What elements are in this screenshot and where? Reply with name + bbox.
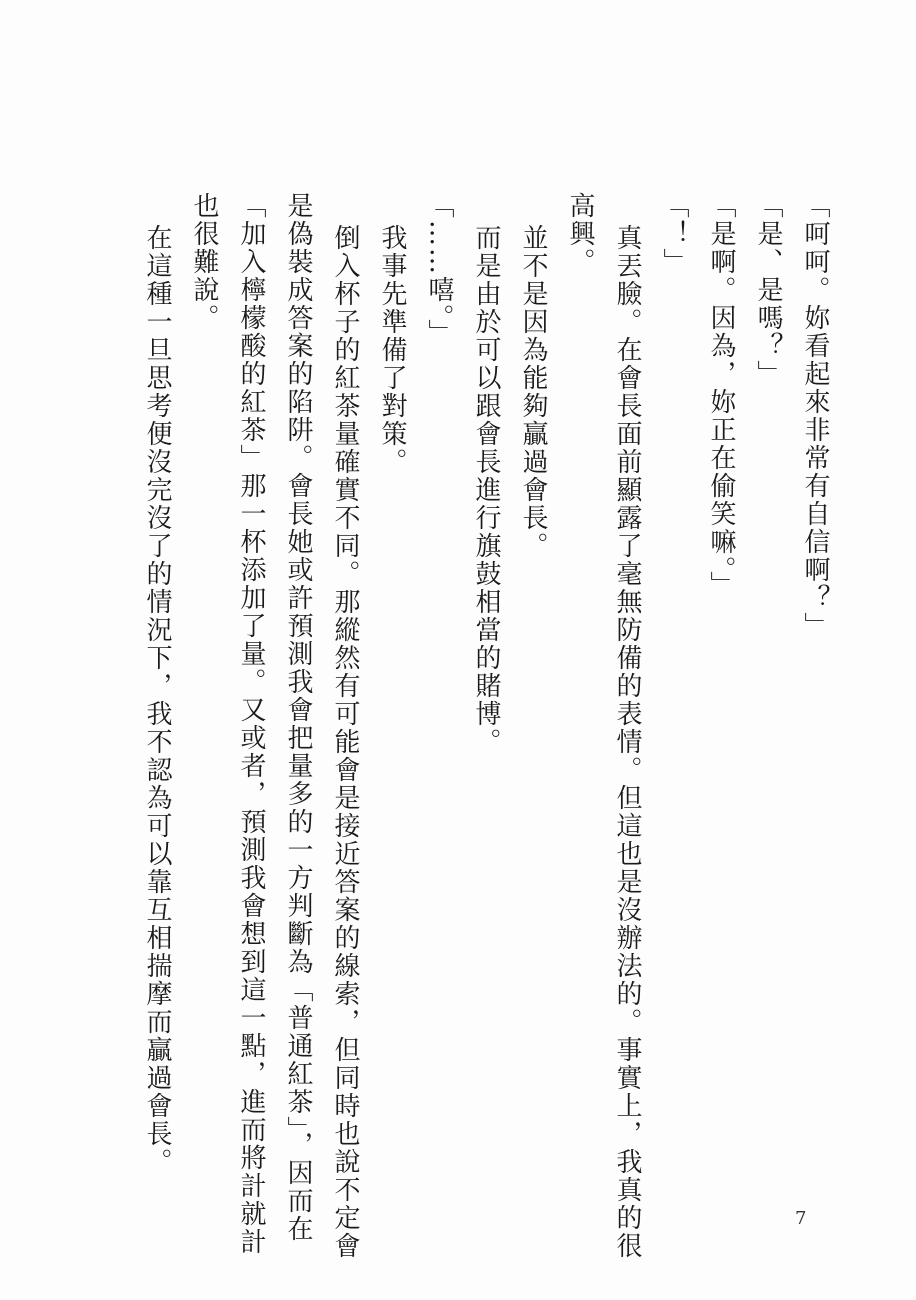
vertical-text-body bbox=[108, 172, 838, 1260]
text-line: 「呵呵。妳看起來非常有自信啊？」 bbox=[800, 192, 830, 640]
text-line: 「是啊。因為，妳正在偷笑嘛。」 bbox=[706, 192, 736, 599]
text-line: 「！」 bbox=[659, 192, 689, 276]
text-line: 是偽裝成答案的陷阱。會長她或許預測我會把量多的一方判斷為「普通紅茶」，因而在 bbox=[283, 192, 313, 1243]
text-line: 也很難說。 bbox=[189, 192, 219, 332]
text-line: 並不是因為能夠贏過會長。 bbox=[518, 224, 548, 560]
text-line: 而是由於可以跟會長進行旗鼓相當的賭博。 bbox=[471, 224, 501, 756]
text-line: 真丟臉。在會長面前顯露了毫無防備的表情。但這也是沒辦法的。事實上，我真的很 bbox=[612, 224, 642, 1260]
text-line: 我事先準備了對策。 bbox=[377, 224, 407, 476]
text-line: 高興。 bbox=[565, 192, 595, 276]
text-line: 「是、是嗎？」 bbox=[753, 192, 783, 388]
text-line: 倒入杯子的紅茶量確實不同。那縱然有可能會是接近答案的線索，但同時也說不定會 bbox=[330, 224, 360, 1260]
text-line: 「加入檸檬酸的紅茶」那一杯添加了量。又或者，預測我會想到這一點，進而將計就計 bbox=[236, 192, 266, 1256]
page-number: 7 bbox=[795, 1208, 807, 1229]
text-line: 「……嘻。」 bbox=[424, 192, 454, 347]
text-line: 在這種一旦思考便沒完沒了的情況下，我不認為可以靠互相揣摩而贏過會長。 bbox=[142, 224, 172, 1176]
